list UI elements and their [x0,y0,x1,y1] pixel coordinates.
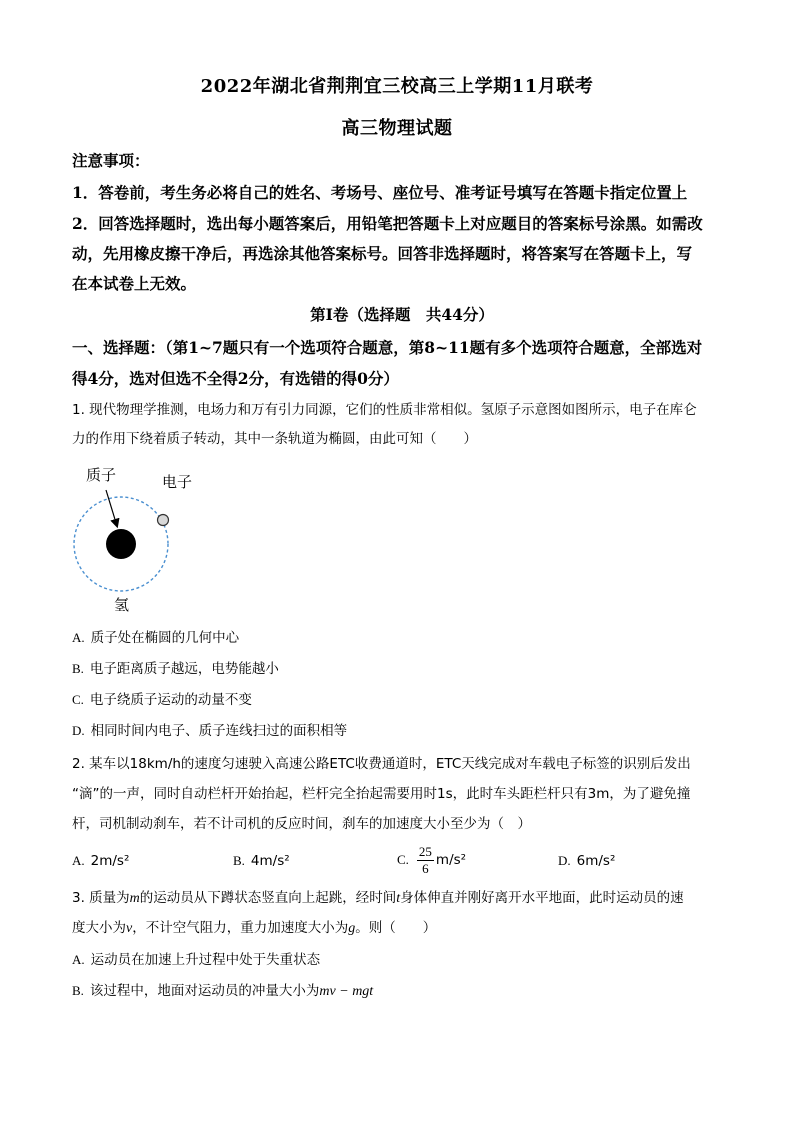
q2-stem-line-2: “滴”的一声，同时自动栏杆开始抬起，栏杆完全抬起需要用时1s，此时车头距栏杆只有3m，为了避免撞 [72,786,691,802]
q3-line2-part-b: ，不计空气阻力，重力加速度大小为 [132,920,349,936]
hydrogen-atom-figure [66,460,206,620]
q2-option-c-label: C. [397,852,409,867]
q2-option-d-label: D. [558,853,571,868]
section-instruction-line-2: 得4分，选对但选不全得2分，有选错的得0分） [72,369,399,388]
q1-option-b-label: B. [72,661,84,676]
q3-velocity-symbol: v [126,921,133,936]
q2-option-c-numerator: 25 [418,843,432,859]
notice-item-2-line-3: 在本试卷上无效。 [72,274,197,293]
q3-option-b-label: B. [72,983,84,998]
q1-option-c[interactable] [72,689,252,711]
q3-gravity-symbol: g [348,921,356,936]
q1-option-c-label: C. [72,692,84,707]
q1-option-d[interactable] [72,720,347,742]
notice-heading: 注意事项： [72,151,150,170]
q1-option-b-text: 电子距离质子越远，电势能越小 [89,661,279,677]
q3-stem-line-2 [72,914,732,943]
q3-time-symbol: t [396,891,401,906]
q3-option-b-text: 该过程中，地面对运动员的冲量大小为 [89,983,320,999]
q2-option-d-text: 6m/s² [576,853,616,869]
notice-item-2-line-1: 2．回答选择题时，选出每小题答案后，用铅笔把答题卡上对应题目的答案标号涂黑。如需改 [72,214,703,233]
q2-option-b-text: 4m/s² [250,853,290,869]
exam-title: 2022年湖北省荆荆宜三校高三上学期11月联考 [200,76,594,97]
q1-option-a-text: 质子处在椭圆的几何中心 [90,630,240,646]
q2-option-b[interactable] [233,850,290,872]
q3-line1-part-a: 3. 质量为 [72,890,130,906]
q3-line2-part-c: 。则（ ） [355,920,437,936]
q1-stem-line-1: 1. 现代物理学推测，电场力和万有引力同源，它们的性质非常相似。氢原子示意图如图所示，电子在库仑 [72,402,697,418]
q2-stem-line-3: 杆，司机制动刹车，若不计司机的反应时间，刹车的加速度大小至少为（ ） [72,816,531,832]
q1-stem-line-2: 力的作用下绕着质子转动，其中一条轨道为椭圆，由此可知（ ） [72,431,477,447]
q2-option-c-denominator: 6 [422,860,429,876]
proton-label: 质子 [86,466,117,484]
q2-option-c-unit: m/s² [435,852,467,868]
q2-option-c[interactable] [397,840,466,880]
q2-stem-line-1: 2. 某车以18km/h的速度匀速驶入高速公路ETC收费通道时，ETC天线完成对车载电子标签的识别后发出 [72,756,691,772]
notice-item-2-line-2: 动，先用橡皮擦干净后，再选涂其他答案标号。回答非选择题时，将答案写在答题卡上，写 [72,244,693,263]
electron-dot [158,515,169,526]
q3-option-a-label: A. [72,952,85,967]
exam-subtitle: 高三物理试题 [341,118,453,139]
proton-dot [106,529,136,559]
q1-option-b[interactable] [72,658,279,680]
section-title: 第Ⅰ卷（选择题 共44分） [310,305,494,324]
q2-option-d[interactable] [558,850,615,872]
q3-line1-part-c: 身体伸直并刚好离开水平地面，此时运动员的速 [400,890,684,906]
q1-option-d-label: D. [72,723,85,738]
notice-item-1: 1．答卷前，考生务必将自己的姓名、考场号、座位号、准考证号填写在答题卡指定位置上 [72,183,688,202]
q2-option-c-fraction [417,844,434,877]
q2-option-b-label: B. [233,853,245,868]
q3-line1-part-b: 的运动员从下蹲状态竖直向上起跳，经时间 [139,890,397,906]
q2-option-a[interactable] [72,850,129,872]
atom-label: 氢 [114,596,130,614]
q3-option-a-text: 运动员在加速上升过程中处于失重状态 [90,952,321,968]
q1-option-c-text: 电子绕质子运动的动量不变 [89,692,252,708]
q3-line2-part-a: 度大小为 [72,920,126,936]
q3-option-b[interactable] [72,980,373,1003]
q1-option-a-label: A. [72,630,85,645]
q3-stem-line-1 [72,884,732,913]
proton-arrow [106,490,117,526]
q3-option-a[interactable] [72,949,320,971]
electron-label: 电子 [162,473,193,491]
q2-option-a-text: 2m/s² [90,853,130,869]
q1-option-a[interactable] [72,627,239,649]
q3-option-b-formula: mv − mgt [319,984,374,999]
q2-option-a-label: A. [72,853,85,868]
section-instruction-line-1: 一、选择题：（第1~7题只有一个选项符合题意，第8~11题有多个选项符合题意，全部选对 [72,338,703,357]
q1-option-d-text: 相同时间内电子、质子连线扫过的面积相等 [90,723,348,739]
q3-mass-symbol: m [129,891,140,906]
